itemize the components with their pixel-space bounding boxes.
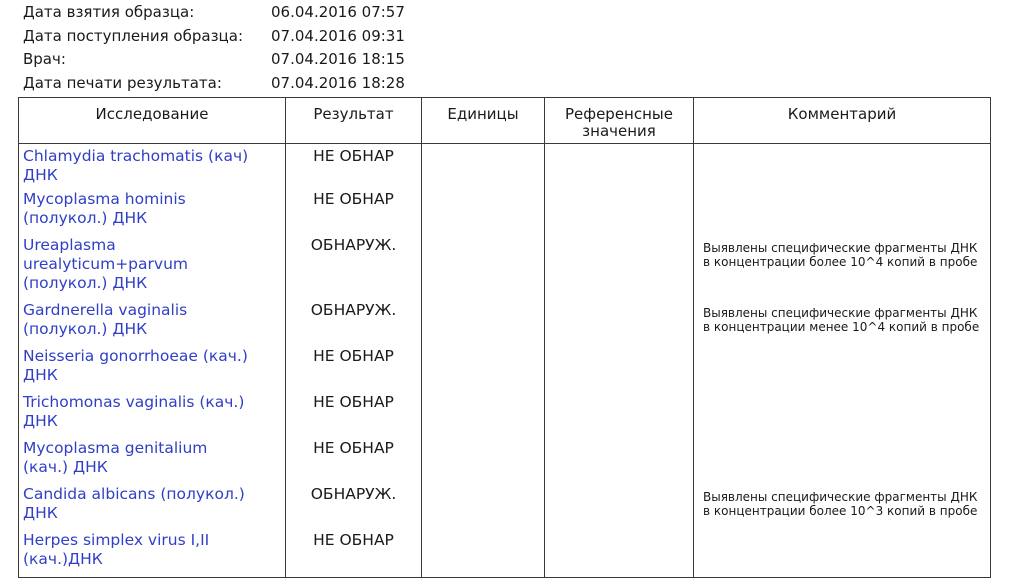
test-name-cell <box>19 236 286 301</box>
comment-line: в концентрации более 10^4 копий в пробе <box>703 255 978 269</box>
test-name-line: Gardnerella vaginalis <box>23 301 188 319</box>
comment-cell <box>694 236 991 301</box>
reference-cell <box>545 393 694 439</box>
test-name-line: ДНК <box>23 366 58 384</box>
header-result: Результат <box>286 98 422 144</box>
comment-cell <box>694 393 991 439</box>
table-row <box>19 531 991 578</box>
test-name-line: ДНК <box>23 166 58 184</box>
comment-line: Выявлены специфические фрагменты ДНК <box>703 306 978 320</box>
test-name-cell <box>19 393 286 439</box>
table-row <box>19 439 991 485</box>
test-name-line: Ureaplasma <box>23 236 116 254</box>
test-name-cell <box>19 144 286 191</box>
test-name-line: Neisseria gonorrhoeae (кач.) <box>23 347 248 365</box>
header-test: Исследование <box>19 98 286 144</box>
doctor-value: 07.04.2016 18:15 <box>271 50 405 68</box>
table-row <box>19 190 991 236</box>
table-row <box>19 236 991 301</box>
comment-cell <box>694 301 991 347</box>
test-name-line: (полукол.) ДНК <box>23 209 148 227</box>
result-cell: ОБНАРУЖ. <box>286 301 422 347</box>
reference-cell <box>545 485 694 531</box>
doctor-label: Врач: <box>23 50 66 68</box>
comment-line: Выявлены специфические фрагменты ДНК <box>703 241 978 255</box>
test-name-line: Mycoplasma genitalium <box>23 439 208 457</box>
units-cell <box>422 485 545 531</box>
test-name-line: urealyticum+parvum <box>23 255 188 273</box>
units-cell <box>422 347 545 393</box>
units-cell <box>422 301 545 347</box>
test-name-line: ДНК <box>23 412 58 430</box>
test-name-cell <box>19 531 286 578</box>
test-name-line: Trichomonas vaginalis (кач.) <box>23 393 245 411</box>
results-table <box>18 97 991 578</box>
table-row <box>19 144 991 191</box>
sample-taken-label: Дата взятия образца: <box>23 3 195 21</box>
table-header-row <box>19 98 991 144</box>
comment-line: Выявлены специфические фрагменты ДНК <box>703 490 978 504</box>
header-reference-line2: значения <box>582 122 656 140</box>
print-date-value: 07.04.2016 18:28 <box>271 73 405 92</box>
header-reference-line1: Референсные <box>564 105 673 123</box>
sample-received-row <box>23 24 443 48</box>
test-name-cell <box>19 439 286 485</box>
test-name-cell <box>19 485 286 531</box>
test-name-line: ДНК <box>23 504 58 522</box>
comment-line: в концентрации менее 10^4 копий в пробе <box>703 320 980 334</box>
table-row <box>19 347 991 393</box>
test-name-line: Candida albicans (полукол.) <box>23 485 245 503</box>
sample-received-value: 07.04.2016 09:31 <box>271 26 405 45</box>
result-cell: ОБНАРУЖ. <box>286 236 422 301</box>
reference-cell <box>545 347 694 393</box>
reference-cell <box>545 439 694 485</box>
result-cell: НЕ ОБНАР <box>286 393 422 439</box>
reference-cell <box>545 531 694 578</box>
header-comment: Комментарий <box>694 98 991 144</box>
reference-cell <box>545 144 694 191</box>
test-name-line: Herpes simplex virus I,II <box>23 531 210 549</box>
sample-received-label: Дата поступления образца: <box>23 26 243 45</box>
comment-cell <box>694 531 991 578</box>
comment-cell <box>694 485 991 531</box>
print-date-row <box>23 71 443 95</box>
test-name-line: (полукол.) ДНК <box>23 320 148 338</box>
result-cell: НЕ ОБНАР <box>286 439 422 485</box>
test-name-line: (кач.) ДНК <box>23 458 108 476</box>
comment-cell <box>694 439 991 485</box>
test-name-cell <box>19 301 286 347</box>
test-name-cell <box>19 190 286 236</box>
units-cell <box>422 190 545 236</box>
reference-cell <box>545 301 694 347</box>
comment-cell <box>694 190 991 236</box>
result-cell: ОБНАРУЖ. <box>286 485 422 531</box>
comment-cell <box>694 347 991 393</box>
sample-taken-value: 06.04.2016 07:57 <box>271 3 405 21</box>
test-name-line: Chlamydia trachomatis (кач) <box>23 147 249 165</box>
sample-metadata <box>23 0 443 94</box>
table-row <box>19 301 991 347</box>
units-cell <box>422 531 545 578</box>
units-cell <box>422 393 545 439</box>
print-date-label: Дата печати результата: <box>23 73 222 92</box>
test-name-line: (кач.)ДНК <box>23 550 103 568</box>
table-row <box>19 393 991 439</box>
reference-cell <box>545 190 694 236</box>
comment-cell <box>694 144 991 191</box>
units-cell <box>422 144 545 191</box>
units-cell <box>422 236 545 301</box>
result-cell: НЕ ОБНАР <box>286 190 422 236</box>
result-cell: НЕ ОБНАР <box>286 347 422 393</box>
test-name-line: Mycoplasma hominis <box>23 190 186 208</box>
result-cell: НЕ ОБНАР <box>286 531 422 578</box>
sample-taken-row <box>23 0 443 24</box>
test-name-line: (полукол.) ДНК <box>23 274 148 292</box>
comment-line: в концентрации более 10^3 копий в пробе <box>703 504 978 518</box>
result-cell: НЕ ОБНАР <box>286 144 422 191</box>
test-name-cell <box>19 347 286 393</box>
doctor-row <box>23 47 443 71</box>
reference-cell <box>545 236 694 301</box>
units-cell <box>422 439 545 485</box>
header-units: Единицы <box>422 98 545 144</box>
header-reference <box>545 98 694 144</box>
table-row <box>19 485 991 531</box>
